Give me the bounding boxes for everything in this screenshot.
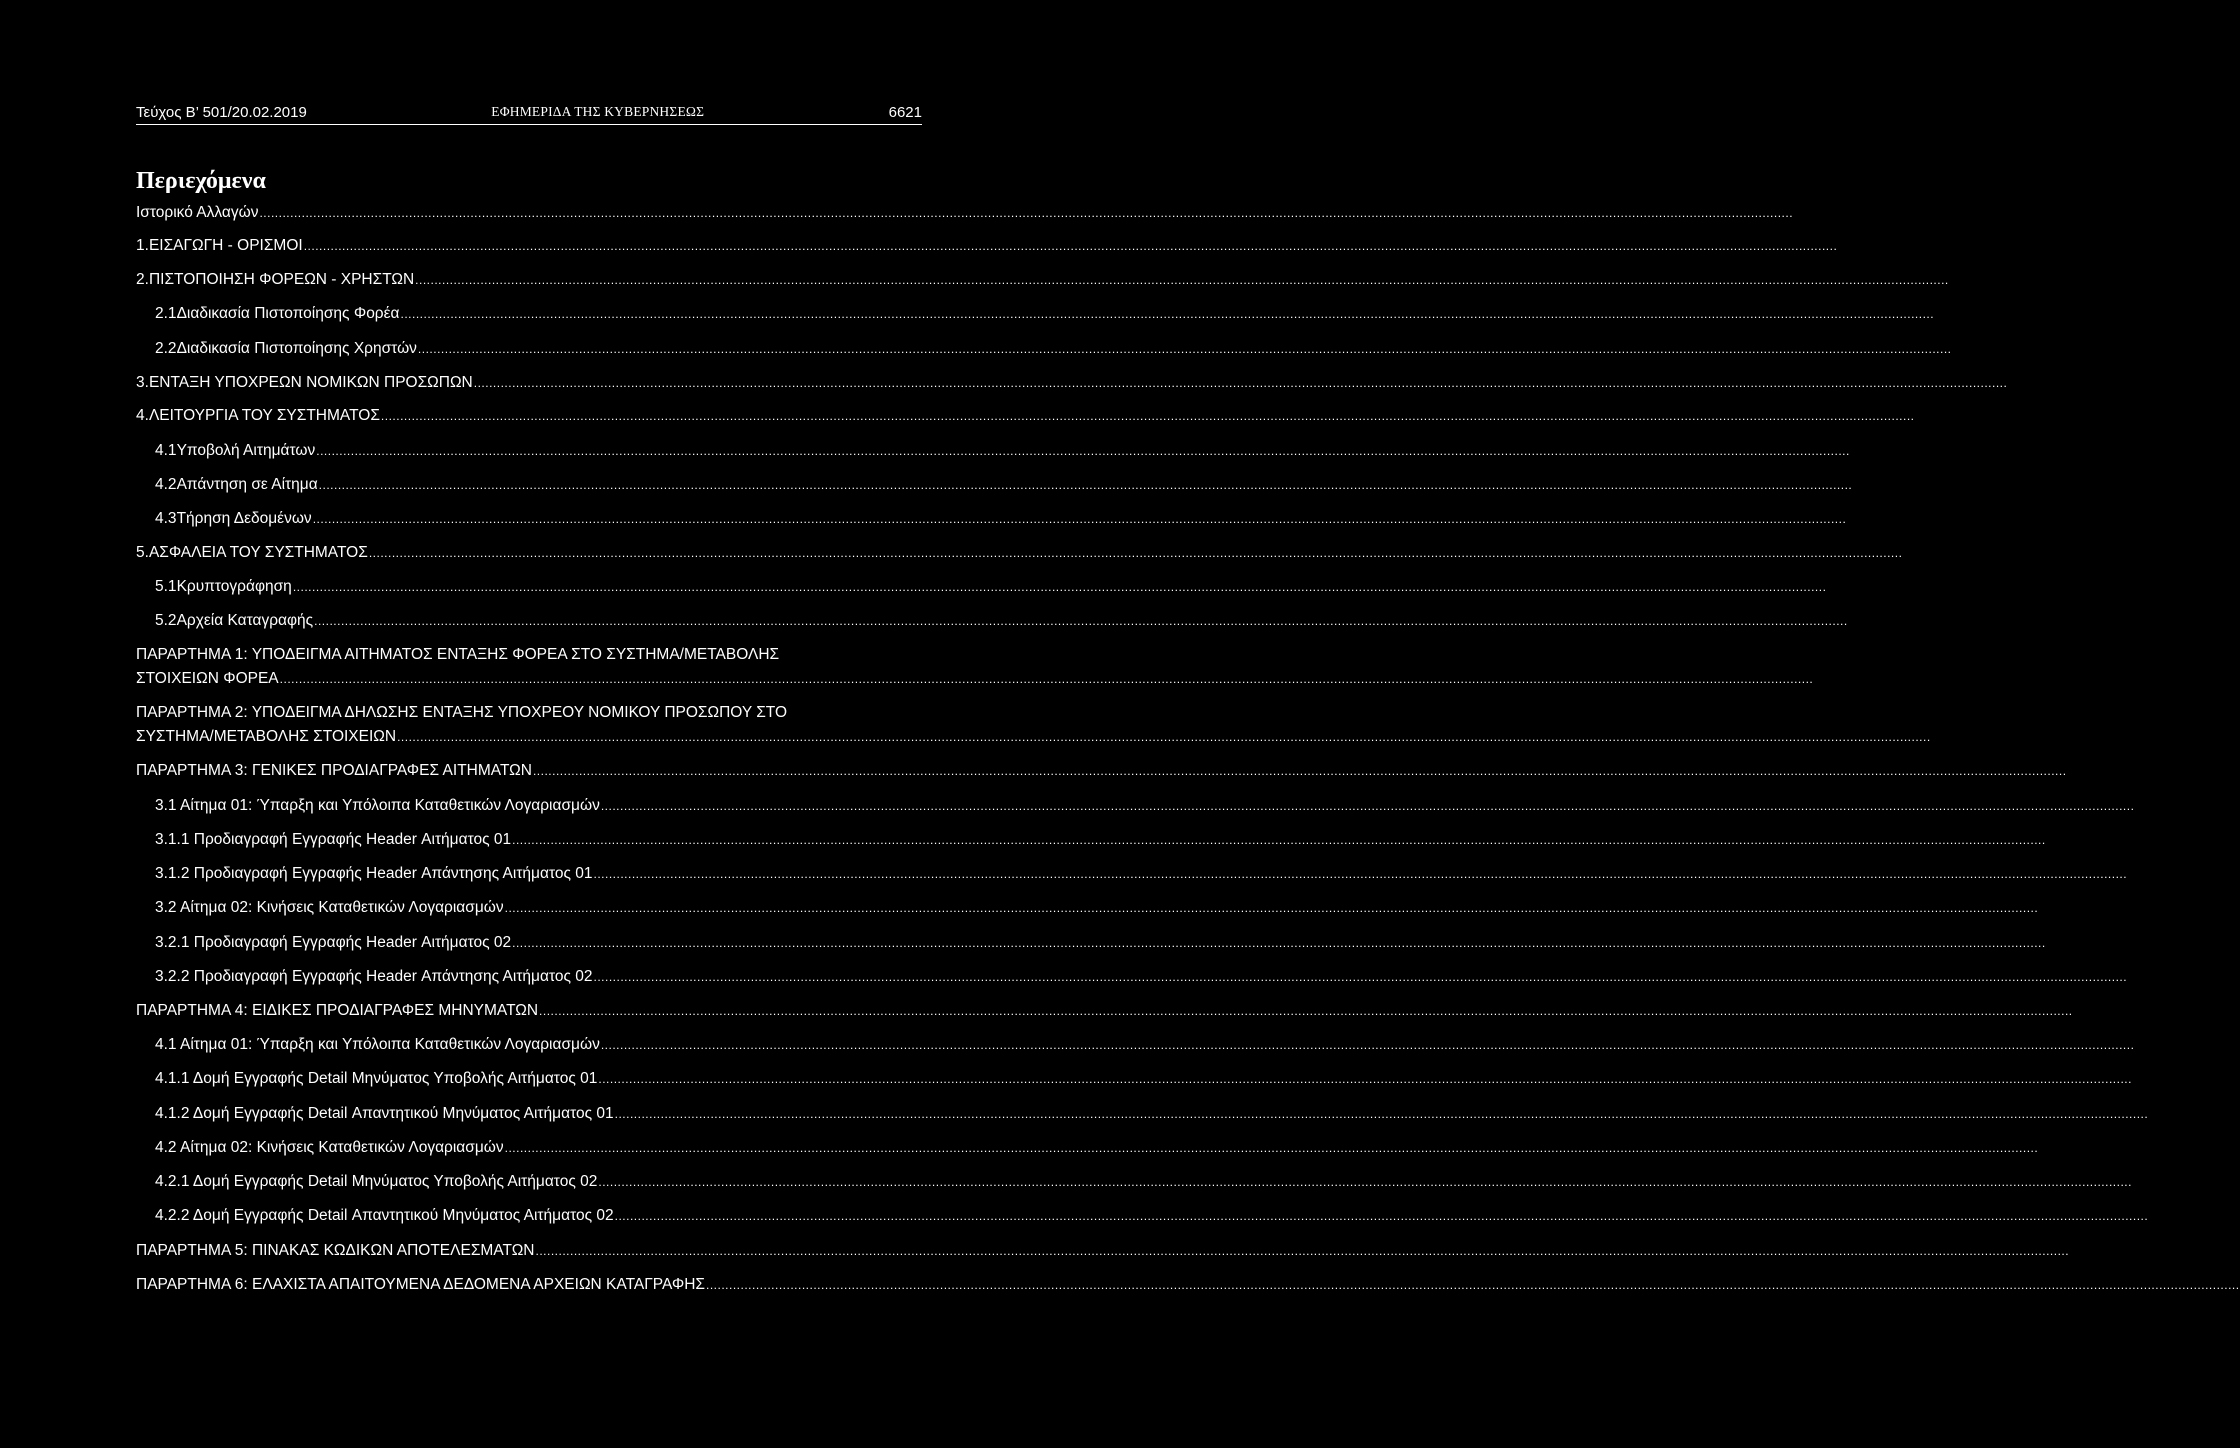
dot-leader: ................................................................................................................................................................................................................................................................................................................................................................................................................: [504, 1141, 2039, 1155]
toc-entry[interactable]: [155, 1105, 2149, 1123]
toc-entry[interactable]: [155, 865, 2128, 883]
toc-entry[interactable]: [155, 510, 1847, 528]
toc-entry[interactable]: [136, 646, 816, 664]
toc-entry[interactable]: [155, 831, 2046, 849]
toc-entry-text: 3.1 Αίτημα 01: Ύπαρξη και Υπόλοιπα Καταθετικών Λογαριασμών: [155, 797, 600, 814]
dot-leader: ................................................................................................................................................................................................................................................................................................................................................................................................................: [532, 764, 2067, 778]
toc-entry-continuation[interactable]: [136, 728, 1931, 746]
toc-entry-text: ΠΑΡΑΡΤΗΜΑ 2: ΥΠΟΔΕΙΓΜΑ ΔΗΛΩΣΗΣ ΕΝΤΑΞΗΣ ΥΠΟΧΡΕΟΥ ΝΟΜΙΚΟΥ ΠΡΟΣΩΠΟΥ ΣΤΟ: [136, 704, 788, 721]
dot-leader: ................................................................................................................................................................................................................................................................................................................................................................................................................: [600, 1038, 2135, 1052]
dot-leader: ................................................................................................................................................................................................................................................................................................................................................................................................................: [292, 580, 1827, 594]
dot-leader: ................................................................................................................................................................................................................................................................................................................................................................................................................: [316, 444, 1850, 458]
toc-entry-text: ΕΝΤΑΞΗ ΥΠΟΧΡΕΩΝ ΝΟΜΙΚΩΝ ΠΡΟΣΩΠΩΝ: [148, 374, 473, 391]
toc-entry-number: 2.: [136, 271, 149, 288]
dot-leader: ................................................................................................................................................................................................................................................................................................................................................................................................................: [535, 1244, 2070, 1258]
toc-entry-text: 4.1.2 Δομή Εγγραφής Detail Απαντητικού Μηνύματος Αιτήματος 01: [155, 1105, 614, 1122]
toc-entry-text: ΣΤΟΙΧΕΙΩΝ ΦΟΡΕΑ: [136, 670, 279, 687]
toc-entry[interactable]: [136, 407, 1915, 425]
toc-entry-text: Διαδικασία Πιστοποίησης Χρηστών: [176, 340, 417, 357]
toc-entry-text: Διαδικασία Πιστοποίησης Φορέα: [176, 305, 400, 322]
dot-leader: ................................................................................................................................................................................................................................................................................................................................................................................................................: [415, 273, 1949, 287]
toc-entry[interactable]: [136, 237, 1838, 255]
dot-leader: ................................................................................................................................................................................................................................................................................................................................................................................................................: [539, 1004, 2073, 1018]
toc-entry-text: Απάντηση σε Αίτημα: [176, 476, 318, 493]
toc-entry-text: 4.1.1 Δομή Εγγραφής Detail Μηνύματος Υποβολής Αιτήματος 01: [155, 1070, 598, 1087]
toc-entry-text: 3.2 Αίτημα 02: Κινήσεις Καταθετικών Λογαριασμών: [155, 899, 504, 916]
toc-entry-text: 3.1.1 Προδιαγραφή Εγγραφής Header Αιτήματος 01: [155, 831, 512, 848]
toc-entry-number: 2.1: [155, 305, 177, 322]
journal-title: ΕΦΗΜΕΡΙΔΑ ΤΗΣ ΚΥΒΕΡΝΗΣΕΩΣ: [491, 104, 705, 119]
dot-leader: ................................................................................................................................................................................................................................................................................................................................................................................................................: [259, 206, 1794, 220]
toc-entry-text: ΠΑΡΑΡΤΗΜΑ 4: ΕΙΔΙΚΕΣ ΠΡΟΔΙΑΓΡΑΦΕΣ ΜΗΝΥΜΑΤΩΝ: [136, 1002, 539, 1019]
dot-leader: ................................................................................................................................................................................................................................................................................................................................................................................................................: [312, 512, 1847, 526]
toc-entry[interactable]: [136, 1276, 2240, 1294]
dot-leader: ................................................................................................................................................................................................................................................................................................................................................................................................................: [600, 799, 2135, 813]
toc-entry[interactable]: [155, 476, 1853, 494]
toc-entry[interactable]: [155, 612, 1848, 630]
toc-entry[interactable]: [155, 305, 1935, 323]
toc-entry[interactable]: [136, 762, 2067, 780]
toc-entry[interactable]: [155, 442, 1850, 460]
dot-leader: ................................................................................................................................................................................................................................................................................................................................................................................................................: [598, 1175, 2132, 1189]
dot-leader: ................................................................................................................................................................................................................................................................................................................................................................................................................: [279, 672, 1814, 686]
toc-entry-text: 4.2 Αίτημα 02: Κινήσεις Καταθετικών Λογαριασμών: [155, 1139, 504, 1156]
toc-entry-number: 3.: [136, 374, 149, 391]
dot-leader: ................................................................................................................................................................................................................................................................................................................................................................................................................: [368, 546, 1903, 560]
toc-entry-text: Υποβολή Αιτημάτων: [176, 442, 316, 459]
toc-entry[interactable]: [155, 578, 1827, 596]
toc-entry[interactable]: [155, 899, 2039, 917]
toc-entry[interactable]: [155, 1036, 2135, 1054]
toc-entry-number: 2.2: [155, 340, 177, 357]
toc-title: Περιεχόμενα: [136, 168, 266, 194]
toc-entry-text: ΠΑΡΑΡΤΗΜΑ 3: ΓΕΝΙΚΕΣ ΠΡΟΔΙΑΓΡΑΦΕΣ ΑΙΤΗΜΑΤΩΝ: [136, 762, 532, 779]
toc-entry[interactable]: [136, 544, 1903, 562]
toc-entry[interactable]: [155, 968, 2128, 986]
toc-entry-text: ΠΑΡΑΡΤΗΜΑ 6: ΕΛΑΧΙΣΤΑ ΑΠΑΙΤΟΥΜΕΝΑ ΔΕΔΟΜΕΝΑ ΑΡΧΕΙΩΝ ΚΑΤΑΓΡΑΦΗΣ: [136, 1276, 705, 1293]
dot-leader: ................................................................................................................................................................................................................................................................................................................................................................................................................: [303, 239, 1838, 253]
dot-leader: ................................................................................................................................................................................................................................................................................................................................................................................................................: [593, 970, 2128, 984]
toc-entry-text: ΣΥΣΤΗΜΑ/ΜΕΤΑΒΟΛΗΣ ΣΤΟΙΧΕΙΩΝ: [136, 728, 397, 745]
toc-entry[interactable]: [155, 1207, 2149, 1225]
toc-entry[interactable]: [155, 934, 2046, 952]
dot-leader: ................................................................................................................................................................................................................................................................................................................................................................................................................: [593, 867, 2128, 881]
issue-label: Τεύχος Β’ 501/20.02.2019: [136, 103, 307, 121]
toc-entry-number: 4.3: [155, 510, 177, 527]
dot-leader: ................................................................................................................................................................................................................................................................................................................................................................................................................: [314, 614, 1848, 628]
toc-entry[interactable]: [136, 704, 816, 722]
toc-entry[interactable]: [136, 271, 1949, 289]
toc-entry-text: ΛΕΙΤΟΥΡΓΙΑ ΤΟΥ ΣΥΣΤΗΜΑΤΟΣ: [148, 407, 380, 424]
toc-entry-text: 4.2.1 Δομή Εγγραφής Detail Μηνύματος Υποβολής Αιτήματος 02: [155, 1173, 598, 1190]
toc-entry-text: ΠΙΣΤΟΠΟΙΗΣΗ ΦΟΡΕΩΝ - ΧΡΗΣΤΩΝ: [148, 271, 415, 288]
toc-entry-text: Αρχεία Καταγραφής: [176, 612, 314, 629]
toc-entry-text: 4.1 Αίτημα 01: Ύπαρξη και Υπόλοιπα Καταθετικών Λογαριασμών: [155, 1036, 600, 1053]
dot-leader: ................................................................................................................................................................................................................................................................................................................................................................................................................: [473, 376, 2008, 390]
toc-entry-number: 4.1: [155, 442, 177, 459]
toc-entry-text: 4.2.2 Δομή Εγγραφής Detail Απαντητικού Μηνύματος Αιτήματος 02: [155, 1207, 614, 1224]
toc-entry[interactable]: [136, 204, 1794, 222]
toc-entry-text: Ιστορικό Αλλαγών: [136, 204, 259, 221]
dot-leader: ................................................................................................................................................................................................................................................................................................................................................................................................................: [705, 1278, 2240, 1292]
toc-entry-text: 3.1.2 Προδιαγραφή Εγγραφής Header Απάντησης Αιτήματος 01: [155, 865, 593, 882]
toc-entry[interactable]: [136, 1002, 2073, 1020]
dot-leader: ................................................................................................................................................................................................................................................................................................................................................................................................................: [512, 833, 2046, 847]
toc-entry-text: 3.2.1 Προδιαγραφή Εγγραφής Header Αιτήματος 02: [155, 934, 512, 951]
dot-leader: ................................................................................................................................................................................................................................................................................................................................................................................................................: [318, 478, 1853, 492]
toc-entry-number: 4.: [136, 407, 149, 424]
toc-entry-continuation[interactable]: [136, 670, 1814, 688]
dot-leader: ................................................................................................................................................................................................................................................................................................................................................................................................................: [614, 1107, 2149, 1121]
toc-entry-number: 5.1: [155, 578, 177, 595]
dot-leader: ................................................................................................................................................................................................................................................................................................................................................................................................................: [504, 901, 2039, 915]
toc-entry-text: 3.2.2 Προδιαγραφή Εγγραφής Header Απάντησης Αιτήματος 02: [155, 968, 593, 985]
toc-entry[interactable]: [136, 374, 2008, 392]
toc-entry-text: Τήρηση Δεδομένων: [176, 510, 312, 527]
dot-leader: ................................................................................................................................................................................................................................................................................................................................................................................................................: [598, 1072, 2132, 1086]
toc-entry-number: 5.2: [155, 612, 177, 629]
toc-entry-text: Κρυπτογράφηση: [176, 578, 292, 595]
dot-leader: ................................................................................................................................................................................................................................................................................................................................................................................................................: [512, 936, 2046, 950]
toc-entry-text: ΠΑΡΑΡΤΗΜΑ 1: ΥΠΟΔΕΙΓΜΑ ΑΙΤΗΜΑΤΟΣ ΕΝΤΑΞΗΣ ΦΟΡΕΑ ΣΤΟ ΣΥΣΤΗΜΑ/ΜΕΤΑΒΟΛΗΣ: [136, 646, 780, 663]
dot-leader: ................................................................................................................................................................................................................................................................................................................................................................................................................: [397, 730, 1931, 744]
toc-entry[interactable]: [155, 1173, 2132, 1191]
dot-leader: ................................................................................................................................................................................................................................................................................................................................................................................................................: [417, 342, 1952, 356]
toc-entry[interactable]: [155, 1139, 2039, 1157]
dot-leader: ................................................................................................................................................................................................................................................................................................................................................................................................................: [380, 409, 1915, 423]
toc-entry-text: ΕΙΣΑΓΩΓΗ - ΟΡΙΣΜΟΙ: [148, 237, 303, 254]
toc-entry[interactable]: [155, 340, 1952, 358]
page-number: 6621: [888, 103, 922, 121]
toc-entry-text: ΑΣΦΑΛΕΙΑ ΤΟΥ ΣΥΣΤΗΜΑΤΟΣ: [148, 544, 368, 561]
dot-leader: ................................................................................................................................................................................................................................................................................................................................................................................................................: [614, 1209, 2149, 1223]
toc-entry[interactable]: [155, 1070, 2132, 1088]
dot-leader: ................................................................................................................................................................................................................................................................................................................................................................................................................: [400, 307, 1935, 321]
toc-entry-number: 4.2: [155, 476, 177, 493]
toc-entry-text: ΠΑΡΑΡΤΗΜΑ 5: ΠΙΝΑΚΑΣ ΚΩΔΙΚΩΝ ΑΠΟΤΕΛΕΣΜΑΤΩΝ: [136, 1242, 535, 1259]
toc-entry-number: 5.: [136, 544, 149, 561]
toc-entry[interactable]: [155, 797, 2135, 815]
toc-entry-number: 1.: [136, 237, 149, 254]
toc-entry[interactable]: [136, 1242, 2070, 1260]
